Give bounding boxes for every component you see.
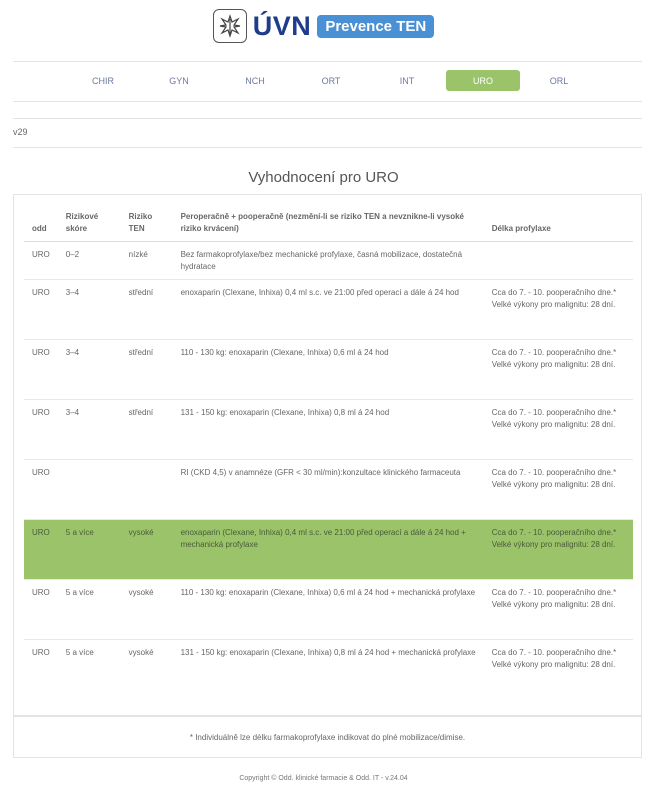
cell-duration: Cca do 7. - 10. pooperačního dne.* Velké výkony pro malignitu: 28 dní. — [484, 579, 633, 639]
cell-score: 0–2 — [58, 241, 121, 279]
cell-score: 5 a více — [58, 579, 121, 639]
cell-risk — [121, 459, 173, 519]
logo[interactable] — [213, 9, 434, 43]
cell-procedure: 110 - 130 kg: enoxaparin (Clexane, Inhixa) 0,6 ml á 24 hod — [173, 339, 484, 399]
header-risk: Riziko TEN — [121, 204, 173, 241]
department-tabs — [66, 70, 598, 92]
results-card — [13, 194, 642, 716]
caduceus-icon — [213, 9, 247, 43]
tab-uro[interactable]: URO — [446, 70, 520, 91]
cell-risk: vysoké — [121, 519, 173, 579]
cell-score — [58, 459, 121, 519]
cell-odd: URO — [24, 399, 58, 459]
cell-score: 5 a více — [58, 639, 121, 699]
cell-duration — [484, 241, 633, 279]
cell-duration: Cca do 7. - 10. pooperačního dne.* Velké výkony pro malignitu: 28 dní. — [484, 639, 633, 699]
version-label: v29 — [13, 127, 28, 137]
cell-duration: Cca do 7. - 10. pooperačního dne.* Velké výkony pro malignitu: 28 dní. — [484, 519, 633, 579]
cell-procedure: enoxaparin (Clexane, Inhixa) 0,4 ml s.c. ve 21:00 před operací a dále á 24 hod + mechanická profylaxe — [173, 519, 484, 579]
header-odd: odd — [24, 204, 58, 241]
cell-odd: URO — [24, 339, 58, 399]
cell-duration: Cca do 7. - 10. pooperačního dne.* Velké výkony pro malignitu: 28 dní. — [484, 339, 633, 399]
divider — [13, 147, 642, 148]
header-duration: Délka profylaxe — [484, 204, 633, 241]
table-row — [24, 241, 633, 279]
header-score: Rizikové skóre — [58, 204, 121, 241]
tab-orl[interactable]: ORL — [549, 75, 569, 86]
footnote: * Individuálně lze délku farmakoprofylaxe indikovat do plné mobilizace/dimise. — [13, 716, 642, 758]
table-row — [24, 459, 633, 519]
cell-duration: Cca do 7. - 10. pooperačního dne.* Velké výkony pro malignitu: 28 dní. — [484, 399, 633, 459]
cell-odd: URO — [24, 579, 58, 639]
table-row — [24, 579, 633, 639]
table-row — [24, 339, 633, 399]
divider — [13, 61, 642, 62]
cell-risk: střední — [121, 339, 173, 399]
table-header-row — [24, 204, 633, 241]
cell-duration: Cca do 7. - 10. pooperačního dne.* Velké výkony pro malignitu: 28 dní. — [484, 459, 633, 519]
cell-risk: nízké — [121, 241, 173, 279]
table-row — [24, 639, 633, 699]
cell-score: 3–4 — [58, 279, 121, 339]
divider — [13, 118, 642, 119]
cell-procedure: RI (CKD 4,5) v anamnéze (GFR < 30 ml/min):konzultace klinického farmaceuta — [173, 459, 484, 519]
cell-odd: URO — [24, 241, 58, 279]
brand-text: ÚVN — [252, 10, 312, 41]
copyright: Copyright © Odd. klinické farmacie & Odd. IT - v.24.04 — [239, 775, 408, 782]
tab-nch[interactable]: NCH — [245, 75, 265, 86]
page-title: Vyhodnocení pro URO — [248, 169, 399, 186]
tab-chir[interactable]: CHIR — [92, 75, 114, 86]
cell-procedure: 131 - 150 kg: enoxaparin (Clexane, Inhixa) 0,8 ml á 24 hod + mechanická profylaxe — [173, 639, 484, 699]
table-row — [24, 279, 633, 339]
cell-procedure: 110 - 130 kg: enoxaparin (Clexane, Inhixa) 0,6 ml á 24 hod + mechanická profylaxe — [173, 579, 484, 639]
cell-odd: URO — [24, 639, 58, 699]
tab-ort[interactable]: ORT — [321, 75, 341, 86]
cell-risk: střední — [121, 279, 173, 339]
cell-score: 3–4 — [58, 399, 121, 459]
cell-procedure: enoxaparin (Clexane, Inhixa) 0,4 ml s.c. ve 21:00 před operací a dále á 24 hod — [173, 279, 484, 339]
cell-score: 5 a více — [58, 519, 121, 579]
cell-odd: URO — [24, 519, 58, 579]
cell-score: 3–4 — [58, 339, 121, 399]
header-procedure: Peroperačně + pooperačně (nezmění-li se riziko TEN a nevznikne-li vysoké riziko krvácení) — [173, 204, 484, 241]
cell-risk: vysoké — [121, 579, 173, 639]
brand-badge: Prevence TEN — [317, 15, 434, 38]
cell-risk: střední — [121, 399, 173, 459]
header — [0, 0, 647, 52]
cell-odd: URO — [24, 459, 58, 519]
cell-risk: vysoké — [121, 639, 173, 699]
cell-odd: URO — [24, 279, 58, 339]
divider — [13, 101, 642, 102]
cell-procedure: 131 - 150 kg: enoxaparin (Clexane, Inhixa) 0,8 ml á 24 hod — [173, 399, 484, 459]
prophylaxis-table — [24, 204, 633, 699]
cell-procedure: Bez farmakoprofylaxe/bez mechanické profylaxe, časná mobilizace, dostatečná hydratace — [173, 241, 484, 279]
tab-gyn[interactable]: GYN — [169, 75, 189, 86]
tab-int[interactable]: INT — [399, 75, 415, 86]
table-row-highlighted — [24, 519, 633, 579]
cell-duration: Cca do 7. - 10. pooperačního dne.* Velké výkony pro malignitu: 28 dní. — [484, 279, 633, 339]
table-row — [24, 399, 633, 459]
